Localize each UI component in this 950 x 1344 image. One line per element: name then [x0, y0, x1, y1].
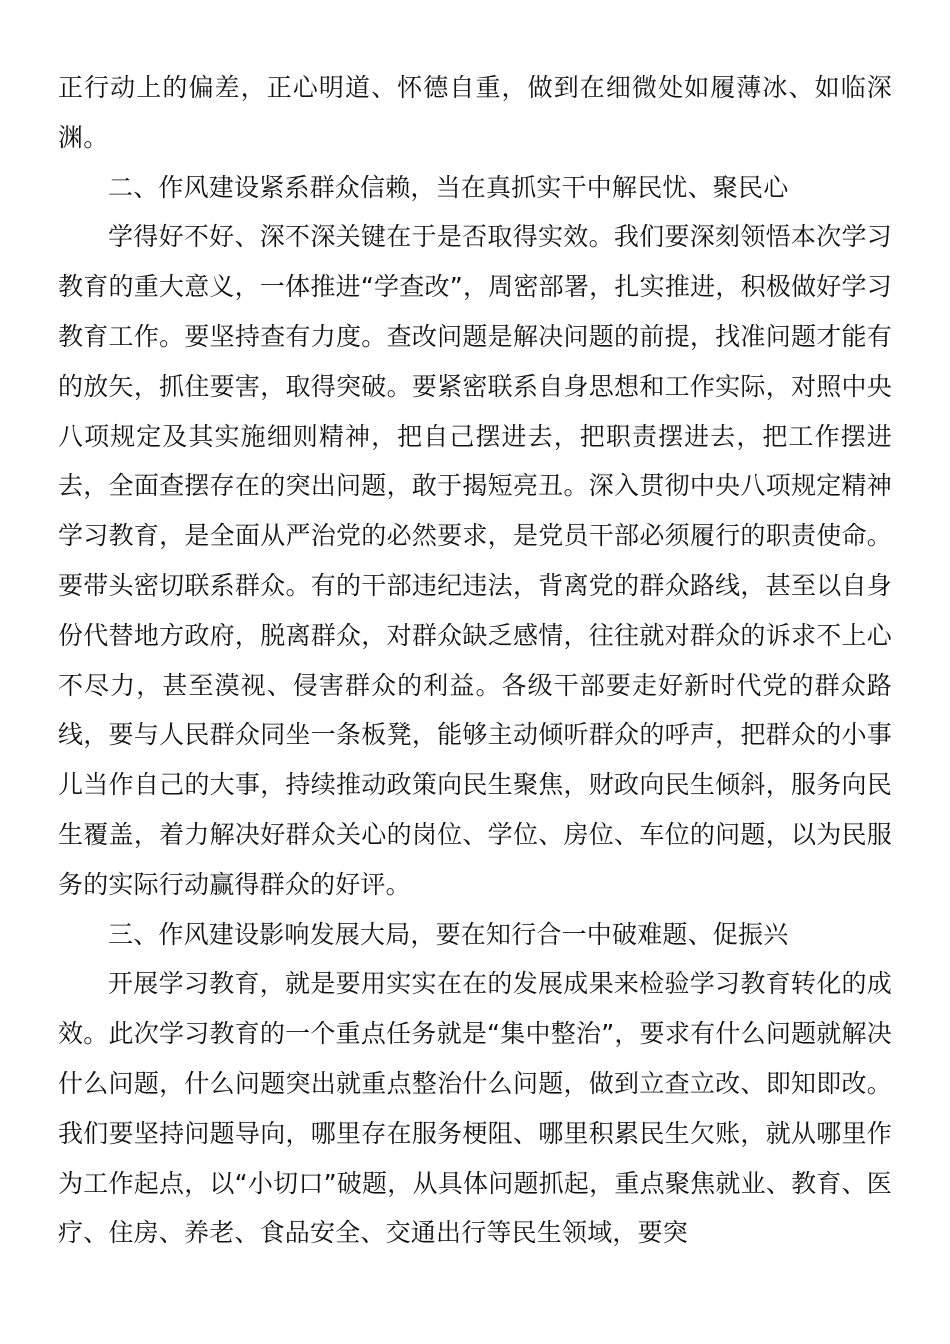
document-body — [58, 63, 892, 1258]
paragraph-section-3-body: 开展学习教育，就是要用实实在在的发展成果来检验学习教育转化的成效。此次学习教育的一个重点任务就是“集中整治”，要求有什么问题就解决什么问题，什么问题突出就重点整治什么问题，做到立查立改、即知即改。我们要坚持问题导向，哪里存在服务梗阻、哪里积累民生欠账，就从哪里作为工作起点，以“小切口”破题，从具体问题抓起，重点聚焦就业、教育、医疗、住房、养老、食品安全、交通出行等民生领域，要突 — [58, 969, 892, 1248]
section-heading-2: 二、作风建设紧系群众信赖，当在真抓实干中解民忧、聚民心 — [108, 172, 789, 202]
section-heading-3: 三、作风建设影响发展大局，要在知行合一中破难题、促振兴 — [108, 919, 789, 949]
paragraph-continuation: 正行动上的偏差，正心明道、怀德自重，做到在细微处如履薄冰、如临深渊。 — [58, 73, 892, 152]
paragraph-section-2-body: 学得好不好、深不深关键在于是否取得实效。我们要深刻领悟本次学习教育的重大意义，一体推进“学查改”，周密部署，扎实推进，积极做好学习教育工作。要坚持查有力度。查改问题是解决问题的前提，找准问题才能有的放矢，抓住要害，取得突破。要紧密联系自身思想和工作实际，对照中央八项规定及其实施细则精神，把自己摆进去，把职责摆进去，把工作摆进去，全面查摆存在的突出问题，敢于揭短亮丑。深入贯彻中央八项规定精神学习教育，是全面从严治党的必然要求，是党员干部必须履行的职责使命。要带头密切联系群众。有的干部违纪违法，背离党的群众路线，甚至以自身份代替地方政府，脱离群众，对群众缺乏感情，往往就对群众的诉求不上心不尽力，甚至漠视、侵害群众的利益。各级干部要走好新时代党的群众路线，要与人民群众同坐一条板凳，能够主动倾听群众的呼声，把群众的小事儿当作自己的大事，持续推动政策向民生聚焦，财政向民生倾斜，服务向民生覆盖，着力解决好群众关心的岗位、学位、房位、车位的问题，以为民服务的实际行动赢得群众的好评。 — [58, 222, 892, 899]
